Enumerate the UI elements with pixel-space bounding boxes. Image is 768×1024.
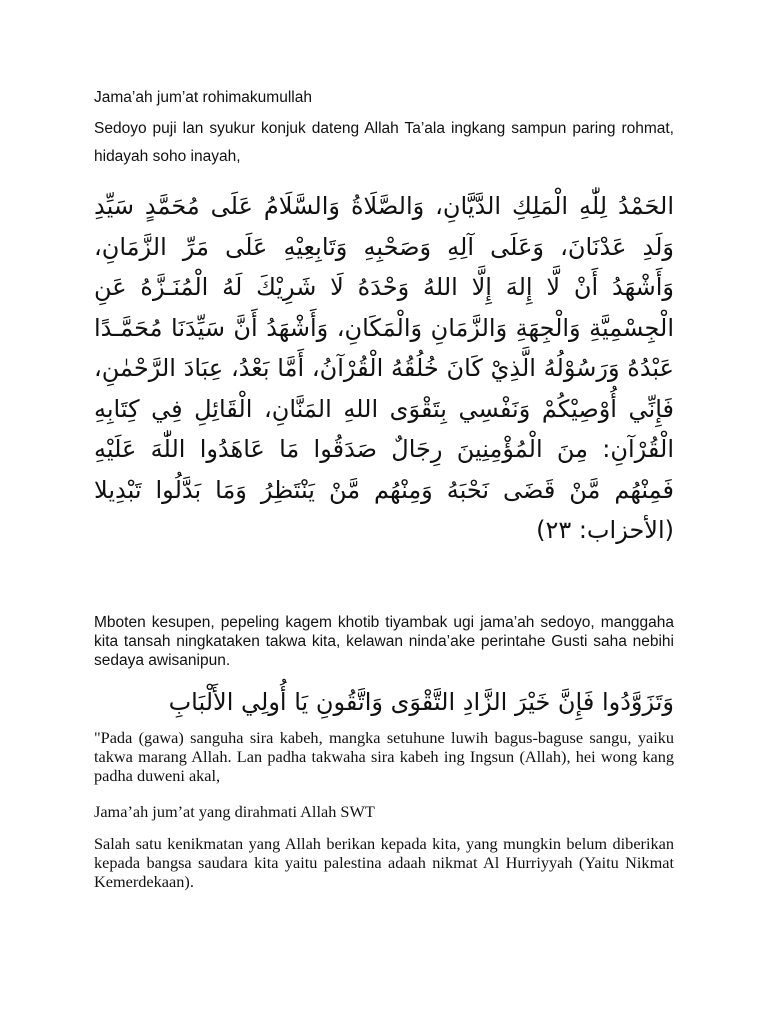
intro-paragraph: Sedoyo puji lan syukur konjuk dateng Allah Ta’ala ingkang sampun paring rohmat, hidayah soho inayah, — [94, 120, 674, 165]
greeting-line: Jama’ah jum’at rohimakumullah — [94, 89, 312, 106]
closing-paragraph: Salah satu kenikmatan yang Allah berikan kepada kita, yang mungkin belum diberikan kepada bangsa saudara kita yaitu palestina adaah nikmat Al Hurriyyah (Yaitu Nikmat Kemerdekaan). — [94, 834, 674, 891]
reminder-paragraph: Mboten kesupen, pepeling kagem khotib tiyambak ugi jama’ah sedoyo, manggaha kita tansah ningkataken takwa kita, kelawan ninda’ake perintahe Gusti saha nebihi sedaya awisanipun. — [94, 614, 674, 669]
translation-paragraph: "Pada (gawa) sanguha sira kabeh, mangka setuhune luwih bagus-baguse sangu, yaiku takwa marang Allah. Lan padha takwaha sira kabeh ing Ingsun (Allah), hei wong kang padha duweni akal, — [94, 728, 674, 785]
address-line: Jama’ah jum’at yang dirahmati Allah SWT — [94, 802, 375, 821]
arabic-quran-verse: وَتَزَوَّدُوا فَإِنَّ خَيْرَ الزَّادِ التَّقْوَى وَاتَّقُونِ يَا أُولِي الأَلْبَابِ — [168, 688, 674, 716]
arabic-khutbah-opening: الحَمْدُ لِلّٰهِ الْمَلِكِ الدَّيَّانِ، وَالصَّلَاةُ وَالسَّلَامُ عَلَى مُحَمَّدٍ سَيِّدِ وَلَدِ عَدْنَانَ، وَعَلَى آلِهِ وَصَحْبِهِ وَتَابِعِيْهِ عَلَى مَرِّ الزَّمَانِ، وَأَشْهَدُ أَنْ لَّا إِلهَ إِلَّا اللهُ وَحْدَهُ لَا شَرِيْكَ لَهُ الْمُنَـزَّهُ عَنِ الْجِسْمِيَّةِ وَالْجِهَةِ وَالزَّمَانِ وَالْمَكَانِ، وَأَشْهَدُ أَنَّ سَيِّدَنَا مُحَمَّـدًا عَبْدُهُ وَرَسُوْلُهُ الَّذِيْ كَانَ خُلُقُهُ الْقُرْآنُ، أَمَّا بَعْدُ، عِبَادَ الرَّحْمٰنِ، فَإِنِّي أُوْصِيْكُمْ وَنَفْسِي بِتَقْوَى اللهِ المَنَّانِ، الْقَائِلِ فِي كِتَابِهِ الْقُرْآنِ: مِنَ الْمُؤْمِنِينَ رِجَالٌ صَدَقُوا مَا عَاهَدُوا اللّٰهَ عَلَيْهِ فَمِنْهُم مَّنْ قَضَى نَحْبَهُ وَمِنْهُم مَّنْ يَنْتَظِرُ وَمَا بَدَّلُوا تَبْدِيلا (الأحزاب: ٢٣) — [94, 192, 674, 544]
